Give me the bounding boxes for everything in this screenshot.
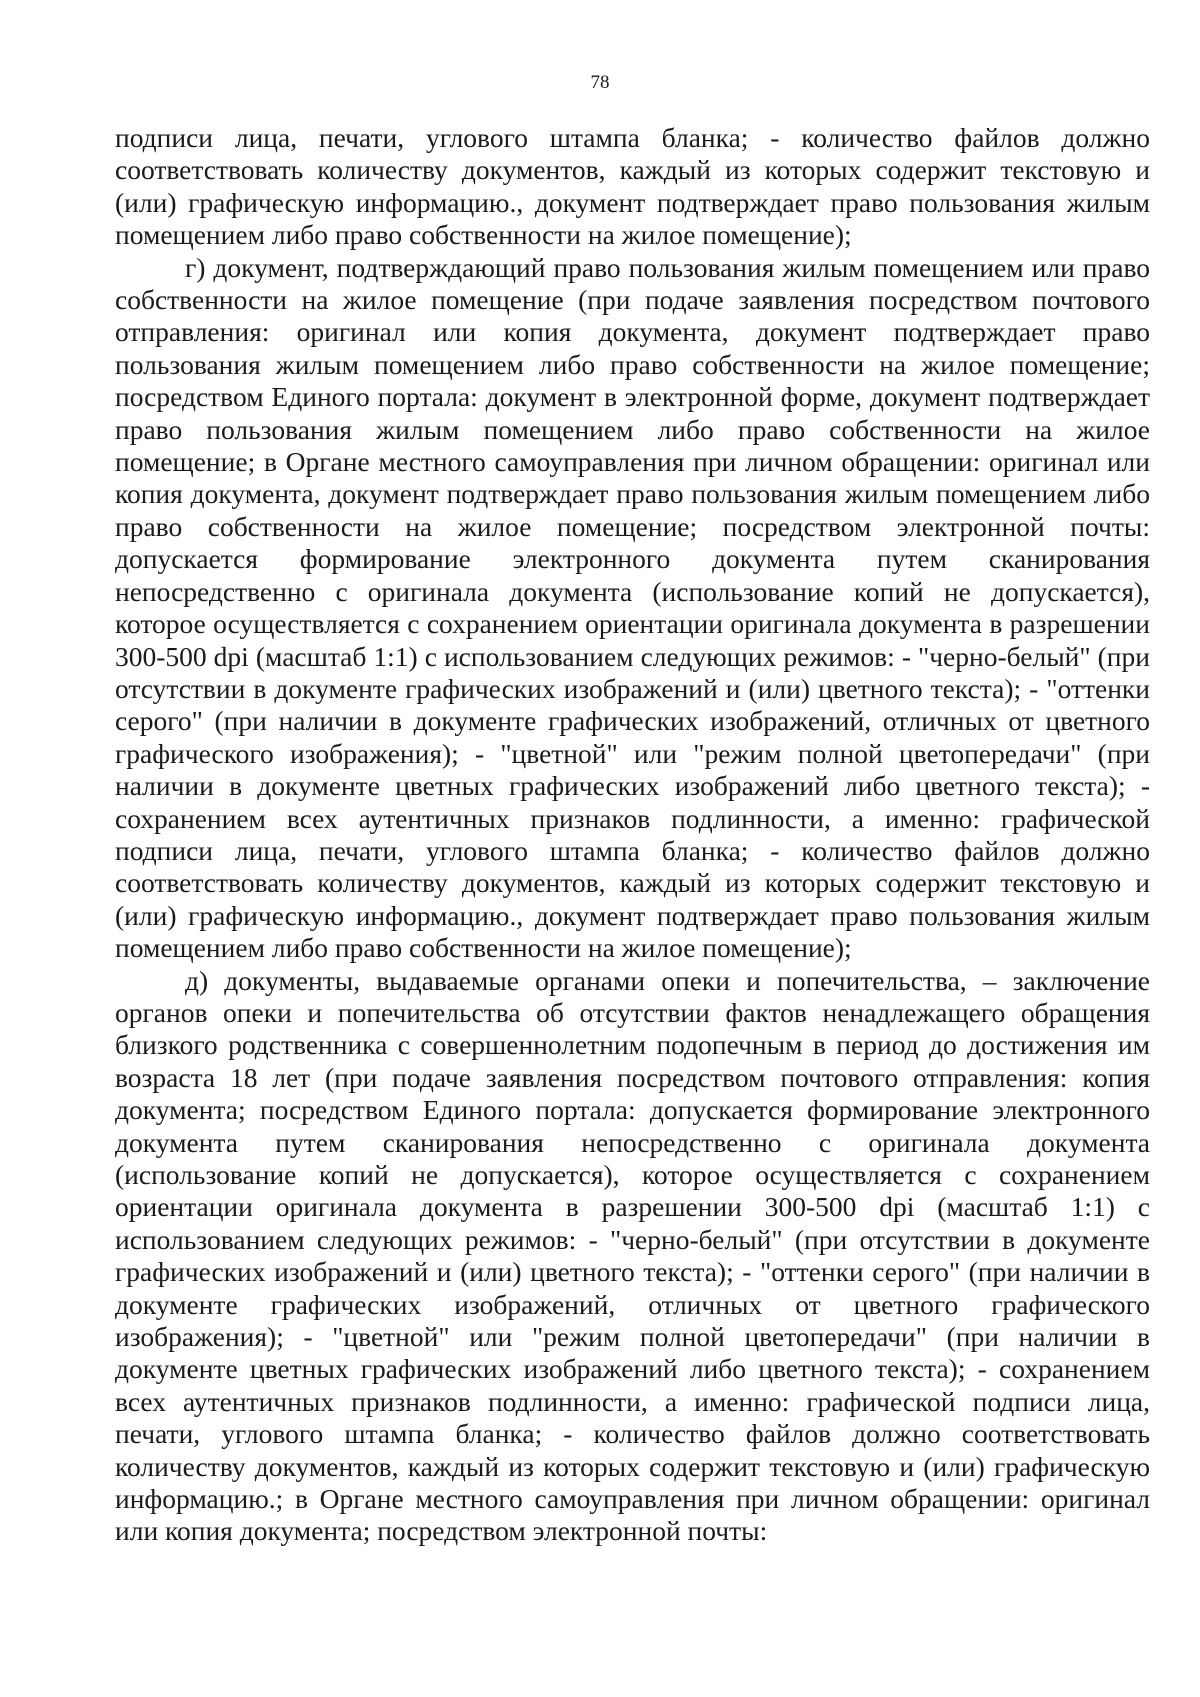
document-body	[115, 122, 1150, 1548]
paragraph-continuation: подписи лица, печати, углового штампа бланка; - количество файлов должно соответствовать количеству документов, каждый из которых содержит текстовую и (или) графическую информацию., документ подтверждает право пользования жилым помещением либо право собственности на жилое помещение);	[115, 122, 1150, 251]
paragraph-item-g: г) документ, подтверждающий право пользования жилым помещением или право собственности на жилое помещение (при подаче заявления посредством почтового отправления: оригинал или копия документа, документ подтверждает право пользования жилым помещением либо право собственности на жилое помещение; посредством Единого портала: документ в электронной форме, документ подтверждает право пользования жилым помещением либо право собственности на жилое помещение; в Органе местного самоуправления при личном обращении: оригинал или копия документа, документ подтверждает право пользования жилым помещением либо право собственности на жилое помещение; посредством электронной почты: допускается формирование электронного документа путем сканирования непосредственно с оригинала документа (использование копий не допускается), которое осуществляется с сохранением ориентации оригинала документа в разрешении 300-500 dpi (масштаб 1:1) с использованием следующих режимов: - "черно-белый" (при отсутствии в документе графических изображений и (или) цветного текста); - "оттенки серого" (при наличии в документе графических изображений, отличных от цветного графического изображения); - "цветной" или "режим полной цветопередачи" (при наличии в документе цветных графических изображений либо цветного текста); - сохранением всех аутентичных признаков подлинности, а именно: графической подписи лица, печати, углового штампа бланка; - количество файлов должно соответствовать количеству документов, каждый из которых содержит текстовую и (или) графическую информацию., документ подтверждает право пользования жилым помещением либо право собственности на жилое помещение);	[115, 251, 1150, 964]
paragraph-item-d: д) документы, выдаваемые органами опеки и попечительства, – заключение органов опеки и попечительства об отсутствии фактов ненадлежащего обращения близкого родственника с совершеннолетним подопечным в период до достижения им возраста 18 лет (при подаче заявления посредством почтового отправления: копия документа; посредством Единого портала: допускается формирование электронного документа путем сканирования непосредственно с оригинала документа (использование копий не допускается), которое осуществляется с сохранением ориентации оригинала документа в разрешении 300-500 dpi (масштаб 1:1) с использованием следующих режимов: - "черно-белый" (при отсутствии в документе графических изображений и (или) цветного текста); - "оттенки серого" (при наличии в документе графических изображений, отличных от цветного графического изображения); - "цветной" или "режим полной цветопередачи" (при наличии в документе цветных графических изображений либо цветного текста); - сохранением всех аутентичных признаков подлинности, а именно: графической подписи лица, печати, углового штампа бланка; - количество файлов должно соответствовать количеству документов, каждый из которых содержит текстовую и (или) графическую информацию.; в Органе местного самоуправления при личном обращении: оригинал или копия документа; посредством электронной почты:	[115, 964, 1150, 1547]
page-number: 78	[590, 72, 610, 93]
